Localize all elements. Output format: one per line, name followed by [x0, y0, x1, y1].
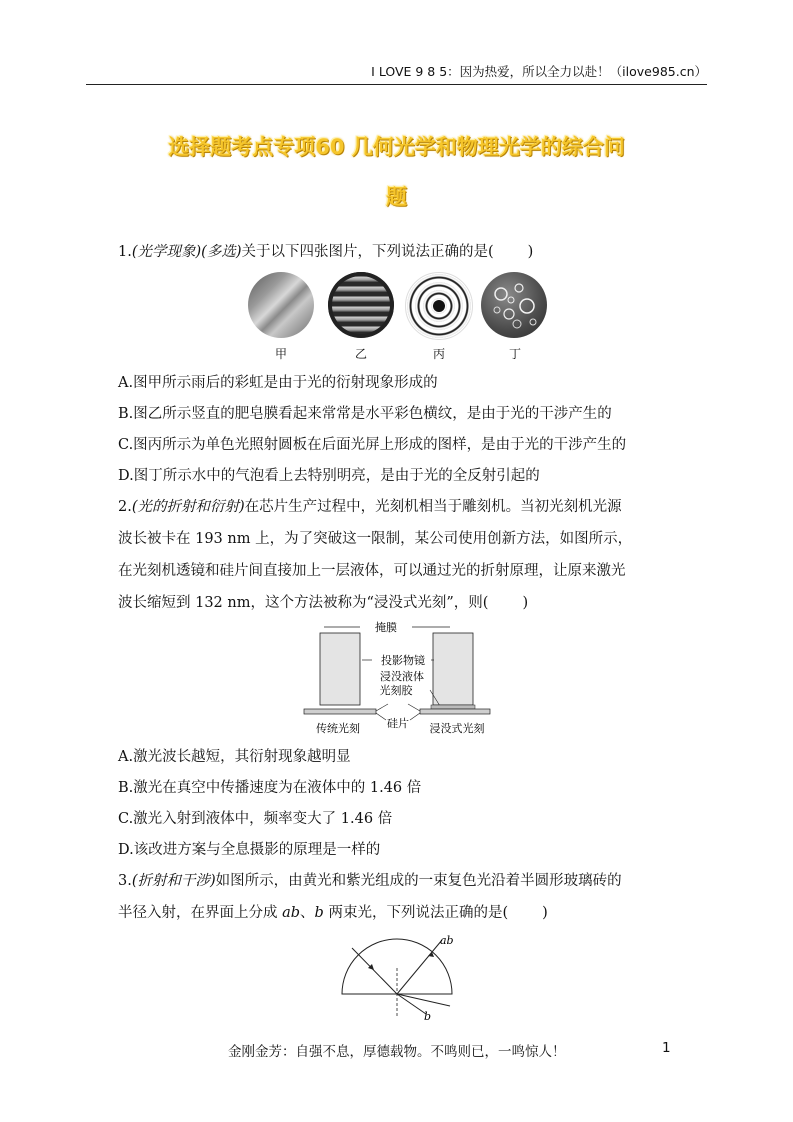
q1-option-d: D.图丁所示水中的气泡看上去特别明亮，是由于光的全反射引起的 [118, 468, 540, 484]
q3-stem-text-2b: 两束光，下列说法正确的是( [323, 905, 509, 921]
lens-left [320, 633, 360, 705]
q3-stem-mid: 、 [300, 905, 315, 921]
label-resist: 光刻胶 [379, 684, 413, 697]
q1-stem [118, 242, 533, 262]
q2-stem-line-3: 在光刻机透镜和硅片间直接加上一层液体，可以通过光的折射原理，让原来激光 [118, 563, 626, 579]
q3-ab: ab [282, 905, 301, 921]
label-liquid: 浸没液体 [380, 670, 424, 683]
caption-jia: 甲 [274, 347, 287, 361]
q1-option-b: B.图乙所示竖直的肥皂膜看起来常常是水平彩色横纹，是由于光的干涉产生的 [118, 406, 612, 422]
wafer-right [420, 709, 490, 714]
bubbles-drawing [481, 272, 547, 338]
caption-yi: 乙 [354, 347, 367, 361]
header-text: I LOVE 9 8 5：因为热爱，所以全力以赴！（ilove985.cn） [371, 64, 707, 79]
lithography-diagram [300, 620, 495, 738]
label-mask: 掩膜 [375, 621, 397, 634]
q2-stem-close: ) [522, 595, 529, 611]
label-ab: ab [440, 934, 454, 947]
q2-option-a: A.激光波长越短，其衍射现象越明显 [118, 749, 351, 765]
incident-ray [352, 948, 397, 994]
q3-number: 3. [118, 873, 132, 889]
label-traditional: 传统光刻 [316, 722, 360, 735]
q1-option-c: C.图丙所示为单色光照射圆板在后面光屏上形成的图样，是由于光的干涉产生的 [118, 437, 627, 453]
wafer-pointer-right [410, 713, 420, 720]
q3-stem-text-1: 如图所示，由黄光和紫光组成的一束复色光沿着半圆形玻璃砖的 [215, 873, 622, 889]
q1-stem-close: ) [527, 244, 534, 260]
q1-stem-text: 关于以下四张图片，下列说法正确的是( [241, 244, 494, 260]
q2-stem-line-2: 波长被卡在 193 nm 上，为了突破这一限制，某公司使用创新方法，如图所示， [118, 531, 633, 547]
photo-bubbles [481, 272, 547, 338]
q2-tag: (光的折射和衍射) [131, 499, 245, 515]
q2-stem-text-4: 波长缩短到 132 nm，这个方法被称为“浸没式光刻”，则( [118, 595, 489, 611]
diffraction-center [433, 300, 445, 312]
footer-motto: 金刚金芳：自强不息，厚德载物。不鸣则已，一鸣惊人！ [228, 1044, 566, 1060]
photo-rainbow [248, 272, 314, 338]
semicircle-diagram [330, 930, 465, 1022]
q3-stem-text-2a: 半径入射，在界面上分成 [118, 905, 283, 921]
q2-stem-line-4 [118, 593, 528, 613]
label-b: b [424, 1010, 432, 1022]
page-title-line-1: 选择题考点专项60 几何光学和物理光学的综合问 [168, 135, 625, 159]
page-number: 1 [662, 1040, 671, 1056]
caption-bing: 丙 [432, 347, 445, 361]
lens-right [433, 633, 473, 705]
resist-pointer-left [376, 704, 388, 711]
q3-stem-close: ) [542, 905, 548, 921]
page-header [86, 62, 707, 85]
q1-tag: (光学现象)(多选) [131, 244, 242, 260]
q2-stem-line-1 [118, 497, 622, 517]
q2-option-c: C.激光入射到液体中，频率变大了 1.46 倍 [118, 811, 393, 827]
page-title-line-2: 题 [386, 185, 407, 209]
q3-stem-line-1 [118, 871, 622, 891]
q3-b: b [314, 905, 324, 921]
q2-stem-text-1: 在芯片生产过程中，光刻机相当于雕刻机。当初光刻机光源 [244, 499, 622, 515]
q3-tag: (折射和干涉) [131, 873, 216, 889]
photo-diffraction-rings [405, 272, 473, 340]
resist-pointer-right [408, 704, 420, 711]
photo-soap-film [328, 272, 394, 338]
q2-number: 2. [118, 499, 132, 515]
q1-option-a: A.图甲所示雨后的彩虹是由于光的衍射现象形成的 [118, 375, 438, 391]
q2-option-b: B.激光在真空中传播速度为在液体中的 1.46 倍 [118, 780, 422, 796]
label-wafer: 硅片 [387, 717, 409, 730]
caption-ding: 丁 [508, 347, 521, 361]
reflected-ray-ab [397, 940, 442, 994]
wafer-left [304, 709, 376, 714]
wafer-pointer-left [376, 713, 386, 720]
label-immersion: 浸没式光刻 [429, 722, 485, 735]
q1-number: 1. [118, 244, 132, 260]
q3-stem-line-2 [118, 903, 548, 923]
label-lens: 投影物镜 [381, 654, 425, 667]
q2-option-d: D.该改进方案与全息摄影的原理是一样的 [118, 842, 381, 858]
liquid-layer [431, 705, 475, 709]
